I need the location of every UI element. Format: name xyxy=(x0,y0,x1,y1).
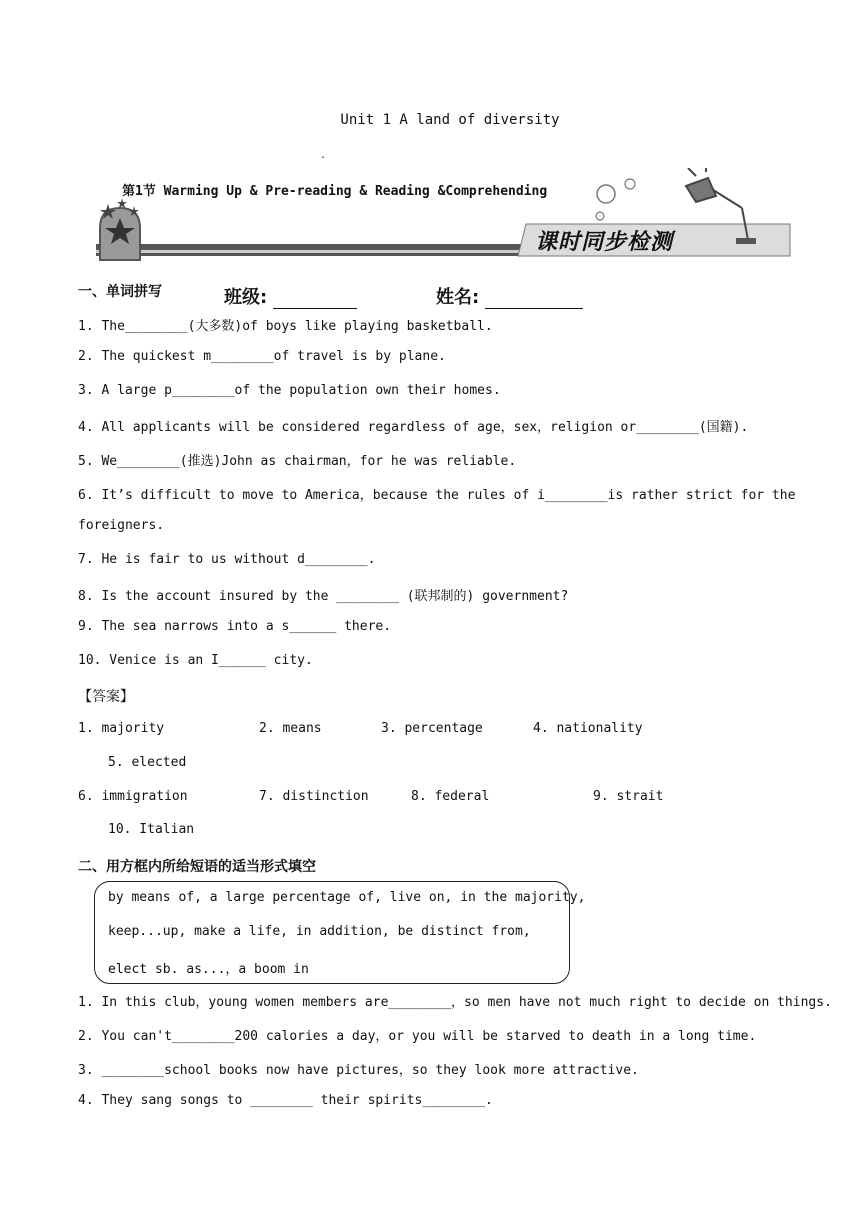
answer-item: 3. percentage xyxy=(381,721,483,736)
class-field[interactable] xyxy=(224,283,357,309)
unit-title: Unit 1 A land of diversity xyxy=(340,112,560,128)
phrase-line: keep...up, make a life, in addition, be distinct from, xyxy=(108,924,531,939)
banner-text: 课时同步检测 xyxy=(535,229,674,255)
stray-mark: . xyxy=(320,150,327,161)
list-item: 10. Venice is an I______ city. xyxy=(78,653,313,668)
part2-heading: 二、用方框内所给短语的适当形式填空 xyxy=(78,859,316,875)
list-item: 9. The sea narrows into a s______ there. xyxy=(78,619,392,634)
class-blank[interactable] xyxy=(273,290,357,309)
list-item: 3. A large p________of the population own their homes. xyxy=(78,383,501,398)
class-label: 班级: xyxy=(224,287,268,308)
list-item: 6. It’s difficult to move to America，because the rules of i________is rather strict for the xyxy=(78,488,796,503)
list-item: 2. You can't________200 calories a day，or you will be starved to death in a long time. xyxy=(78,1029,757,1044)
name-blank[interactable] xyxy=(485,290,583,309)
list-item: 1. The________(大多数)of boys like playing basketball. xyxy=(78,319,493,334)
answer-item: 9. strait xyxy=(593,789,664,804)
answer-item: 1. majority xyxy=(78,721,165,736)
part1-heading: 一、单词拼写 xyxy=(78,284,162,300)
answer-item: 5. elected xyxy=(108,755,187,770)
answer-item: 4. nationality xyxy=(533,721,643,736)
list-item: 4. They sang songs to ________ their spirits________. xyxy=(78,1093,493,1108)
list-item: 2. The quickest m________of travel is by plane. xyxy=(78,349,446,364)
list-item: 5. We________(推选)John as chairman，for he was reliable. xyxy=(78,454,517,469)
list-item: 8. Is the account insured by the ________ (联邦制的) government? xyxy=(78,589,569,604)
answer-heading: 【答案】 xyxy=(78,689,134,705)
list-item: 7. He is fair to us without d________. xyxy=(78,552,376,567)
banner-graphic xyxy=(96,168,796,270)
name-label: 姓名: xyxy=(436,287,480,308)
phrase-line: elect sb. as...，a boom in xyxy=(108,962,309,977)
list-item: foreigners. xyxy=(78,518,165,533)
answer-item: 6. immigration xyxy=(78,789,188,804)
list-item: 4. All applicants will be considered regardless of age，sex，religion or________(国籍). xyxy=(78,420,749,435)
list-item: 1. In this club，young women members are________，so men have not much right to decide on things. xyxy=(78,995,832,1010)
section-title: 第1节 Warming Up & Pre-reading & Reading &Comprehending xyxy=(122,184,548,199)
list-item: 3. ________school books now have pictures，so they look more attractive. xyxy=(78,1063,639,1078)
name-field[interactable] xyxy=(436,283,583,309)
answer-item: 10. Italian xyxy=(108,822,195,837)
answer-item: 2. means xyxy=(259,721,322,736)
answer-item: 8. federal xyxy=(411,789,490,804)
phrase-line: by means of, a large percentage of, live on, in the majority, xyxy=(108,890,586,905)
star-badge-icon xyxy=(100,198,140,260)
answer-item: 7. distinction xyxy=(259,789,369,804)
